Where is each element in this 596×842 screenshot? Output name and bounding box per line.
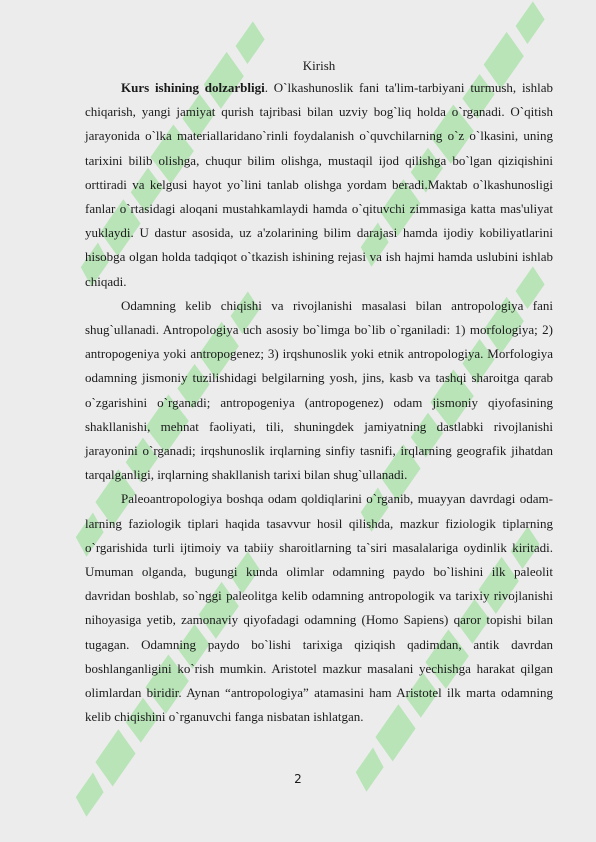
paragraph-1	[85, 76, 553, 294]
document-body	[85, 56, 553, 729]
paragraph-2	[85, 294, 553, 488]
page-number: 2	[294, 772, 302, 786]
paragraph-2-text: Odamning kelib chiqishi va rivojlanishi masalasi bilan antropologiya fani shug`ullanadi. Antropologiya uch asosiy bo`limga bo`lib o`rganiladi: 1) morfologiya; 2) antropogeniya yoki antropogenez; 3) irqshunoslik yoki etnik antropologiya. Morfologiya odamning jismoniy tuzilishidagi belgilarning yosh, jins, kasb va tashqi sharoitga qarab o`zgarishini o`rganadi; antropogeniya (antropogenez) odam jismoniy qiyofasining shakllanishi, mehnat faoliyati, tili, shuningdek jamiyatning dastlabki rivojlanishi jarayonini o`rganadi; irqshunoslik irqlarning sinfiy tasnifi, irqlarning geografik jihatdan tarqalganligi, irqlarning shakllanish tarixi bilan shug`ullanadi.	[85, 297, 553, 483]
paragraph-1-text: . O`lkashunoslik fani ta'lim-tarbiyani turmush, ishlab chiqarish, yangi jamiyat qurish tajribasi bilan uzviy bog`liq holda o`rganadi. O`qitish jarayonida o`lka materiallaridano`rinli foydalanish o`quvchilarning o`z o`lkasini, uning tarixini bilib olishga, chuqur bilim olishga, mustaqil ijod qilishga bo`lgan qiziqishini orttiradi va kelgusi hayot yo`lini tanlab olishga yordam beradi.Maktab o`lkashunosligi fanlar o`rtasidagi aloqani mustahkamlaydi hamda o`qituvchi zimmasiga katta mas'uliyat yuklaydi. U dastur asosida, uz a'zolarining bilim darajasi hamda ijodiy kobiliyatlarini hisobga olgan holda tadqiqot o`tkazish ishining rejasi va ish hajmi hamda uslubini ishlab chiqadi.	[85, 80, 553, 289]
page-heading: Kirish	[302, 58, 336, 73]
paragraph-3	[85, 487, 553, 729]
paragraph-1-lead: Kurs ishining dolzarbligi	[121, 80, 265, 95]
paragraph-3-text: Paleoantropologiya boshqa odam qoldiqlarini o`rganib, muayyan davrdagi odam-larning faziologik tiplari haqida tasavvur hosil qilishda, mazkur fiziologik tiplarning o`rgarishida turli ijtimoiy va tabiiy sharoitlarning ta`siri masalalariga oydinlik kiritadi. Umuman olganda, bugungi kunda olimlar odamning paydo bo`lishini ilk paleolit davridan boshlab, so`nggi paleolitga kelib odamning antropologik va tarixiy rivojlanishi nihoyasiga yetib, zamonaviy qiyofadagi odamning (Homo Sapiens) qaror topishi bilan tugagan. Odamning paydo bo`lishi tarixiga qiziqish qadimdan, antik davrdan boshlanganligini ko`rish mumkin. Aristotel mazkur masalani yechishga harakat qilgan olimlardan biridir. Aynan “antropologiya” atamasini ham Aristotel ilk marta odamning kelib chiqishini o`rganuvchi fanga nisbatan ishlatgan.	[85, 491, 553, 725]
